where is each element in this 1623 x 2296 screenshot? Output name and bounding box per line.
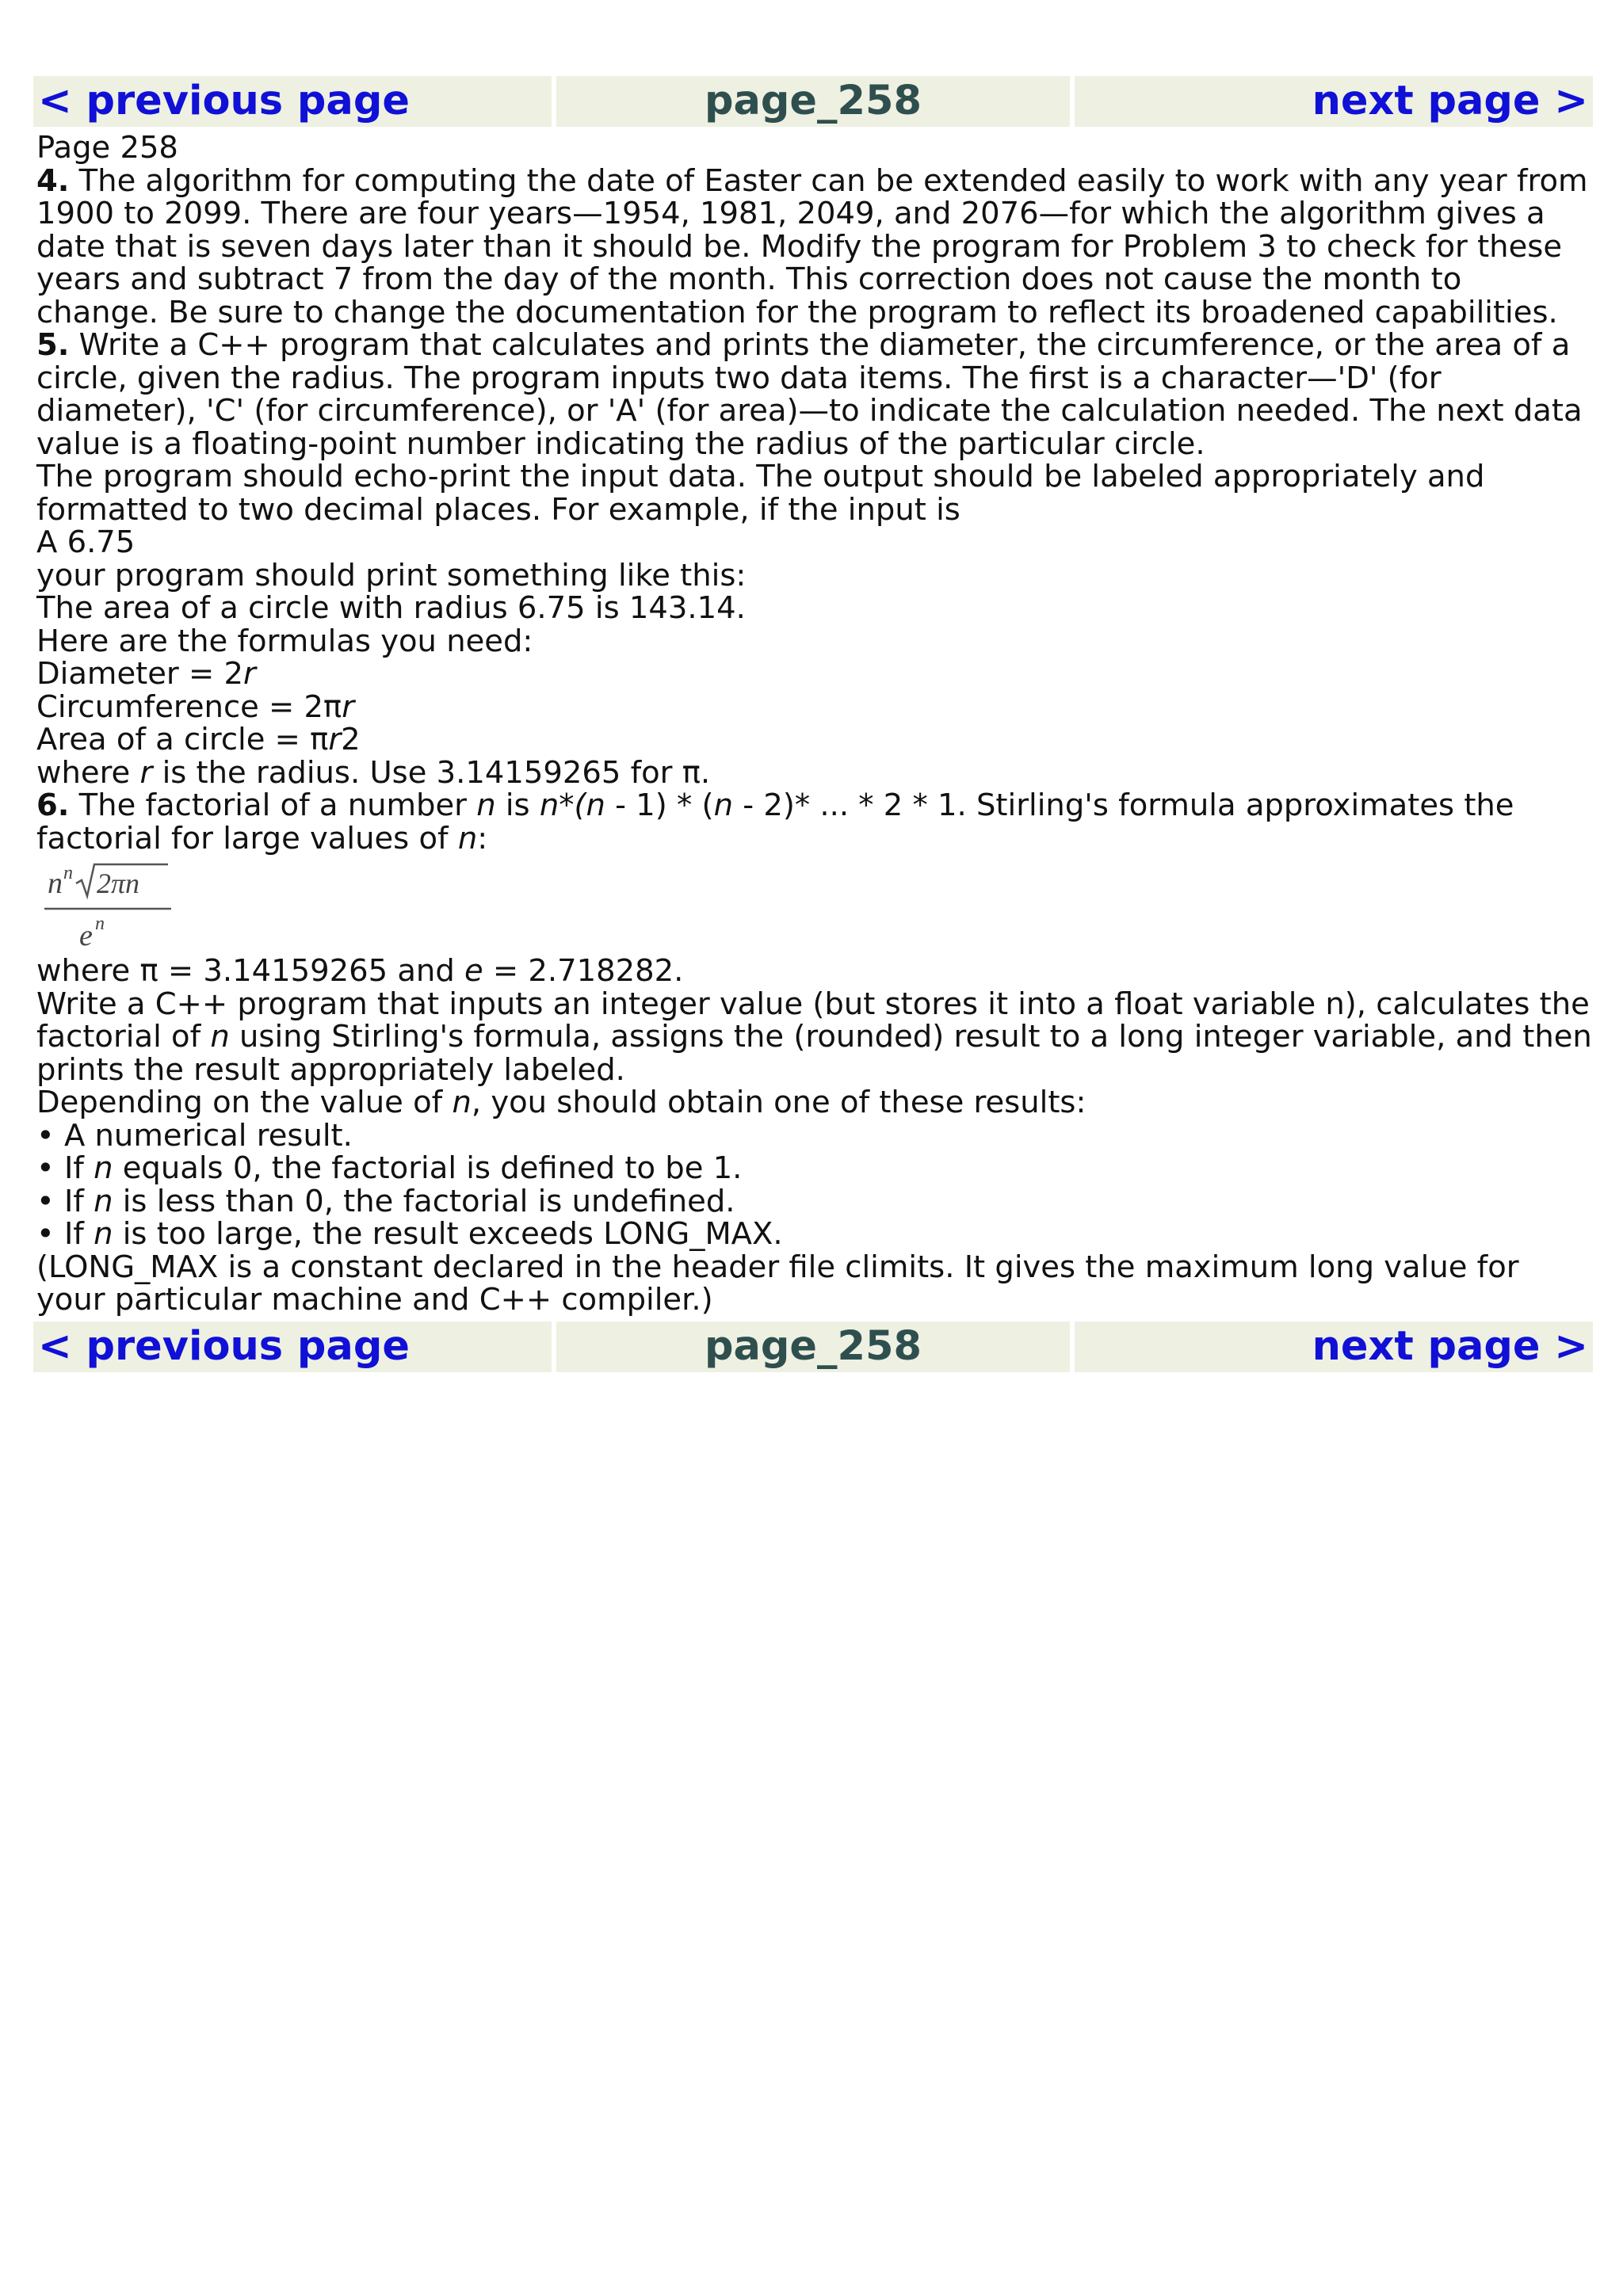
example-input: A 6.75: [36, 524, 136, 560]
results-intro: [36, 1086, 1593, 1119]
bottom-nav-prev-cell: [33, 1322, 552, 1372]
problem-4-text: The algorithm for computing the date of Easter can be extended easily to work with any year from 1900 to 2099. There are four years—1954, 1981, 2049, and 2076—for which the algorithm gives a date that is seven days later than it should be. Modify the program for Problem 3 to check for these years and subtract 7 from the day of the month. This correction does not cause the month to change. Be sure to change the documentation for the program to reflect its broadened capabilities.: [36, 162, 1588, 330]
top-nav-title-cell: [556, 76, 1070, 127]
results-list: [36, 1119, 1593, 1251]
list-item-var: n: [94, 1216, 113, 1252]
list-item-var: n: [94, 1150, 113, 1186]
page-content: [36, 132, 1593, 1317]
bottom-navbar: [33, 1322, 1593, 1372]
list-item: [36, 1119, 1593, 1153]
problem-6-task-text-1: Write a C++ program that inputs an integer value (but stores it into a float variable n), calculates the factorial of: [36, 986, 1590, 1055]
diameter-formula: [36, 658, 1593, 691]
constants-note-post: = 2.718282.: [483, 953, 684, 989]
problem-6-text-5: :: [477, 820, 488, 856]
list-item-post: equals 0, the factorial is defined to be 1.: [113, 1150, 743, 1186]
list-item-post: is too large, the result exceeds LONG_MAX.: [113, 1216, 783, 1252]
problem-5-output-instructions: The program should echo-print the input data. The output should be labeled appropriately and formatted to two decimal places. For example, if the input is: [36, 459, 1485, 528]
problem-6: [36, 789, 1593, 855]
list-item-pre: • If: [36, 1183, 94, 1219]
list-item-pre: • If: [36, 1216, 94, 1252]
bottom-page-title: page_258: [705, 1322, 922, 1370]
constants-note-var: e: [464, 953, 483, 989]
circumference-formula: [36, 688, 1593, 725]
problem-6-text-1: The factorial of a number: [69, 788, 477, 823]
top-navbar: [33, 76, 1593, 127]
problem-6-var-1: n: [476, 788, 496, 823]
formula-num-sqrt: 2πn: [97, 868, 140, 899]
problem-6-text-4: - 2)* ... * 2 * 1. Stirling's formula approximates the factorial for large values of: [36, 788, 1514, 856]
formulas-intro: Here are the formulas you need:: [36, 623, 533, 659]
circumference-formula-var: r: [342, 688, 355, 725]
bottom-nav-next-cell: [1075, 1322, 1593, 1372]
problem-6-number: 6.: [36, 788, 70, 823]
list-item-text: • A numerical result.: [36, 1117, 353, 1154]
diameter-formula-label: Diameter = 2: [36, 656, 243, 692]
constants-note-pre: where π = 3.14159265 and: [36, 953, 464, 989]
list-item-var: n: [94, 1183, 113, 1219]
list-item-post: is less than 0, the factorial is undefined.: [113, 1183, 735, 1219]
formula-den-exp: n: [95, 913, 105, 934]
long-max-note: (LONG_MAX is a constant declared in the header file climits. It gives the maximum long value for your particular machine and C++ compiler.): [36, 1249, 1519, 1318]
problem-6-expr: n*(n: [539, 788, 605, 823]
page-label: Page 258: [36, 130, 178, 166]
list-item-pre: • If: [36, 1150, 94, 1186]
radius-note-pre: where: [36, 754, 140, 791]
top-next-page-link[interactable]: next page >: [1312, 78, 1588, 124]
formula-num-n: n: [48, 867, 63, 900]
radius-note: [36, 754, 1593, 791]
formula-den-e: e: [79, 919, 93, 952]
page-container: [33, 76, 1593, 1372]
problem-5-number: 5.: [36, 327, 70, 363]
example-output: The area of a circle with radius 6.75 is 143.14.: [36, 590, 746, 626]
problem-4-number: 4.: [36, 162, 70, 199]
problem-6-task-var: n: [210, 1019, 230, 1055]
results-intro-post: , you should obtain one of these results:: [471, 1085, 1086, 1120]
list-item: [36, 1152, 1593, 1185]
problem-6-var-3: n: [457, 820, 478, 856]
list-item: [36, 1218, 1593, 1251]
problem-6-var-2: n: [713, 788, 733, 823]
area-formula-suffix: 2: [341, 722, 361, 757]
stirling-formula-image: [41, 860, 176, 952]
list-item: [36, 1185, 1593, 1219]
problem-5: [36, 329, 1593, 460]
area-formula-label: Area of a circle = π: [36, 722, 329, 757]
problem-6-task-text-2: using Stirling's formula, assigns the (rounded) result to a long integer variable, and then prints the result appropriately labeled.: [36, 1019, 1592, 1088]
results-intro-pre: Depending on the value of: [36, 1085, 453, 1120]
top-previous-page-link[interactable]: < previous page: [38, 78, 410, 124]
problem-5-text: Write a C++ program that calculates and prints the diameter, the circumference, or the area of a circle, given the radius. The program inputs two data items. The first is a character—'D' (for diameter), 'C' (for circumference), or 'A' (for area)—to indicate the calculation needed. The next data value is a floating-point number indicating the radius of the particular circle.: [36, 327, 1583, 462]
circumference-formula-label: Circumference = 2π: [36, 688, 342, 725]
top-nav-prev-cell: [33, 76, 552, 127]
problem-6-text-3: - 1) * (: [605, 788, 714, 823]
top-nav-next-cell: [1075, 76, 1593, 127]
problem-6-task: [36, 988, 1593, 1087]
bottom-previous-page-link[interactable]: < previous page: [38, 1322, 410, 1370]
top-page-title: page_258: [705, 78, 922, 124]
area-formula: [36, 723, 1593, 757]
problem-4: [36, 162, 1593, 330]
constants-note: [36, 955, 1593, 988]
bottom-nav-title-cell: [556, 1322, 1070, 1372]
bottom-next-page-link[interactable]: next page >: [1312, 1322, 1588, 1370]
problem-6-text-2: is: [495, 788, 540, 823]
radius-note-post: is the radius. Use 3.14159265 for π.: [152, 754, 711, 791]
problem-5-print-intro: your program should print something like this:: [36, 557, 747, 593]
results-intro-var: n: [452, 1085, 472, 1120]
formula-num-exp: n: [63, 863, 73, 883]
radius-note-var: r: [139, 754, 153, 791]
area-formula-var: r: [328, 722, 342, 757]
diameter-formula-var: r: [242, 656, 256, 692]
